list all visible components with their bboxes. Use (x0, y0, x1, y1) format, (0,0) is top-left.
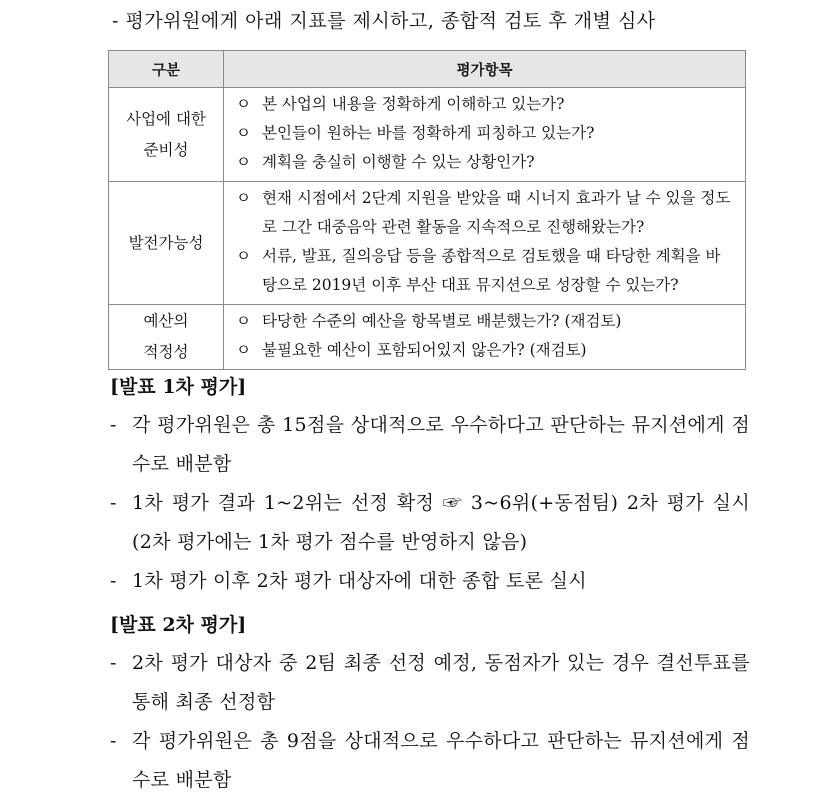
dash-marker: - (110, 652, 117, 674)
section-title: [발표 1차 평가] (110, 376, 247, 398)
header-items: 평가항목 (224, 51, 746, 88)
evaluation-criteria-table (108, 50, 746, 370)
list-item (110, 484, 750, 562)
criteria-item-text: 현재 시점에서 2단계 지원을 받았을 때 시너지 효과가 날 수 있을 정도로 그간 대중음악 관련 활동을 지속적으로 진행해왔는가? (262, 189, 731, 236)
table-row-preparedness (109, 88, 746, 182)
items-cell (224, 88, 746, 182)
criteria-item (234, 307, 735, 336)
dash-marker: - (110, 492, 117, 514)
criteria-item (234, 184, 735, 242)
list-item (110, 644, 750, 722)
items-cell (224, 182, 746, 305)
criteria-item (234, 90, 735, 119)
criteria-item (234, 119, 735, 148)
items-cell (224, 305, 746, 370)
criteria-item-text: 본 사업의 내용을 정확하게 이해하고 있는가? (262, 95, 565, 113)
criteria-item-text: 본인들이 원하는 바를 정확하게 피칭하고 있는가? (262, 124, 595, 142)
criteria-item-text: 불필요한 예산이 포함되어있지 않은가? (재검토) (262, 341, 587, 359)
list-item-text: 1차 평가 이후 2차 평가 대상자에 대한 종합 토론 실시 (132, 570, 587, 592)
bullet-icon: ㅇ (236, 124, 251, 142)
list-item-text: 각 평가위원은 총 15점을 상대적으로 우수하다고 판단하는 뮤지션에게 점수로 배분함 (132, 414, 750, 475)
bullet-icon: ㅇ (236, 95, 251, 113)
list-item (110, 562, 750, 601)
category-line: 발전가능성 (128, 233, 204, 252)
criteria-item-text: 계획을 충실히 이행할 수 있는 상황인가? (262, 153, 535, 171)
section-second-evaluation (110, 606, 750, 800)
category-cell (109, 88, 224, 182)
criteria-item-text: 서류, 발표, 질의응답 등을 종합적으로 검토했을 때 타당한 계획을 바탕으로 2019년 이후 부산 대표 뮤지션으로 성장할 수 있는가? (262, 247, 721, 294)
category-line: 사업에 대한 (126, 109, 206, 128)
list-item-text: 2차 평가 대상자 중 2팀 최종 선정 예정, 동점자가 있는 경우 결선투표를 통해 최종 선정함 (132, 652, 750, 713)
category-line: 적정성 (143, 343, 189, 361)
dash-marker: - (110, 570, 117, 592)
section-title: [발표 2차 평가] (110, 614, 247, 636)
dash-marker: - (110, 414, 117, 436)
bullet-icon: ㅇ (236, 189, 251, 207)
bullet-icon: ㅇ (236, 312, 251, 330)
list-item (110, 406, 750, 484)
bullet-icon: ㅇ (236, 247, 251, 265)
section-first-evaluation (110, 368, 750, 601)
bullet-icon: ㅇ (236, 153, 251, 171)
category-cell (109, 305, 224, 370)
category-line: 준비성 (143, 140, 189, 159)
header-category: 구분 (109, 51, 224, 88)
category-cell (109, 182, 224, 305)
bullet-icon: ㅇ (236, 341, 251, 359)
criteria-item-text: 타당한 수준의 예산을 항목별로 배분했는가? (재검토) (262, 312, 622, 330)
table-header-row (109, 51, 746, 88)
list-item-text: 각 평가위원은 총 9점을 상대적으로 우수하다고 판단하는 뮤지션에게 점수로 배분함 (132, 730, 750, 791)
intro-line: - 평가위원에게 아래 지표를 제시하고, 종합적 검토 후 개별 심사 (112, 10, 656, 32)
dash-marker: - (110, 730, 117, 752)
list-item (110, 722, 750, 800)
criteria-item (234, 336, 735, 365)
table-row-budget (109, 305, 746, 370)
category-line: 예산의 (143, 312, 189, 330)
criteria-item (234, 242, 735, 300)
table-row-growth-potential (109, 182, 746, 305)
criteria-item (234, 148, 735, 177)
list-item-text: 1차 평가 결과 1~2위는 선정 확정 ☞ 3~6위(+동점팀) 2차 평가 실시 (2차 평가에는 1차 평가 점수를 반영하지 않음) (132, 492, 750, 553)
